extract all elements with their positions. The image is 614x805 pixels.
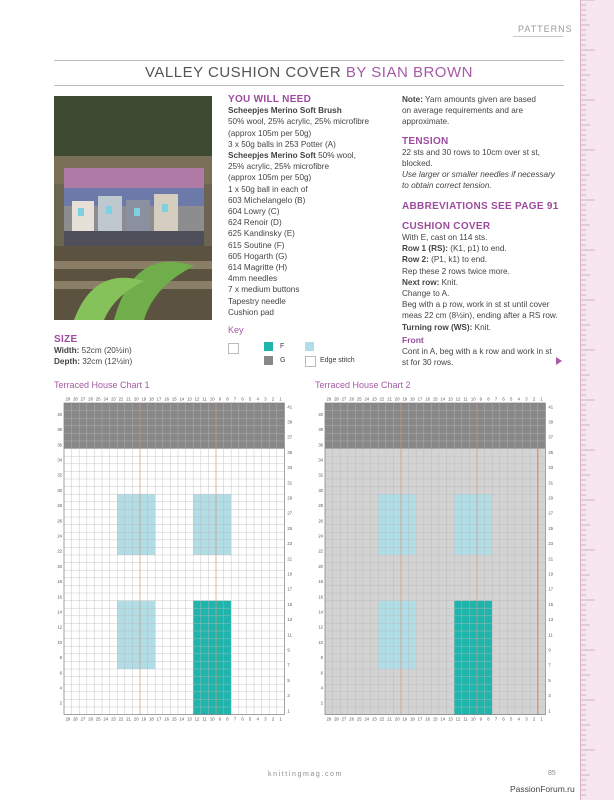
column-number: 8 (226, 716, 229, 722)
note-text: Note: Yarn amounts given are based (402, 95, 536, 104)
size-width: Width: 52cm (20½in) (54, 346, 132, 356)
key-heading: Key (228, 325, 244, 335)
watermark: PassionForum.ru (510, 784, 575, 794)
row-number: 28 (57, 503, 62, 509)
column-number: 23 (372, 716, 377, 722)
key-swatch-blank (228, 343, 239, 354)
material-line: 7 x medium buttons (228, 285, 300, 295)
tension-heading: TENSION (402, 135, 449, 147)
row-number: 15 (287, 601, 293, 607)
tension-line2: blocked. (402, 159, 433, 169)
door (193, 601, 231, 715)
instruction-line: Row 2: (P1, k1) to end. (402, 255, 488, 265)
row-number: 17 (548, 586, 554, 592)
column-number: 8 (226, 396, 229, 402)
row-number: 24 (57, 533, 62, 539)
material-line: Scheepjes Merino Soft 50% wool, (228, 151, 356, 161)
column-number: 8 (487, 716, 490, 722)
column-number: 27 (80, 716, 86, 722)
row-number: 18 (318, 579, 323, 585)
column-number: 14 (440, 716, 446, 722)
material-line: Tapestry needle (228, 296, 286, 306)
you-will-need-heading: YOU WILL NEED (228, 94, 312, 105)
column-number: 17 (156, 716, 162, 722)
instruction-line: Next row: Knit. (402, 277, 458, 287)
column-number: 22 (379, 716, 385, 722)
column-number: 6 (241, 396, 244, 402)
column-number: 7 (233, 716, 237, 722)
material-line: (approx 105m per 50g) (228, 128, 312, 138)
column-number: 19 (402, 396, 408, 402)
column-number: 4 (517, 716, 520, 722)
column-number: 2 (271, 716, 275, 722)
column-number: 6 (241, 716, 244, 722)
row-number: 13 (287, 617, 293, 623)
column-number: 25 (95, 716, 101, 722)
column-number: 6 (502, 716, 505, 722)
row-number: 22 (318, 548, 323, 554)
column-number: 28 (334, 716, 339, 722)
row-number: 29 (287, 495, 293, 501)
column-number: 17 (417, 396, 423, 402)
column-number: 1 (279, 396, 282, 402)
column-number: 15 (432, 396, 438, 402)
column-number: 27 (80, 396, 86, 402)
column-number: 23 (111, 396, 116, 402)
row-number: 35 (548, 449, 554, 455)
instruction-line: Row 1 (RS): (K1, p1) to end. (402, 244, 507, 254)
row-number: 40 (57, 411, 62, 417)
row-number: 6 (320, 670, 323, 676)
column-number: 12 (455, 716, 461, 722)
window-lower-left (378, 601, 416, 669)
column-number: 1 (540, 716, 543, 722)
material-line: 3 x 50g balls in 253 Potter (A) (228, 139, 336, 149)
column-number: 16 (164, 396, 169, 402)
row-number: 41 (287, 404, 293, 410)
note-line2: on average requirements and are (402, 106, 524, 116)
column-number: 28 (73, 716, 78, 722)
chart2-title: Terraced House Chart 2 (315, 380, 411, 390)
row-number: 30 (57, 487, 62, 493)
row-number: 31 (287, 480, 293, 486)
row-number: 2 (59, 700, 62, 706)
material-line: 50% wool, 25% acrylic, 25% microfibre (228, 117, 370, 127)
column-number: 12 (455, 396, 461, 402)
column-number: 2 (271, 396, 275, 402)
column-number: 24 (364, 716, 370, 722)
column-number: 9 (479, 716, 482, 722)
row-number: 16 (318, 594, 323, 600)
row-number: 15 (548, 601, 554, 607)
key-label-edge: Edge stitch (320, 357, 355, 364)
row-number: 21 (548, 556, 554, 562)
column-number: 18 (149, 396, 154, 402)
instructions-column (402, 94, 572, 368)
material-line: 615 Soutine (F) (228, 240, 285, 250)
key-swatch-h (305, 342, 314, 351)
column-number: 7 (494, 396, 498, 402)
you-will-need-section (228, 94, 398, 318)
column-number: 15 (171, 716, 177, 722)
column-number: 12 (194, 716, 200, 722)
material-line: 605 Hogarth (G) (228, 251, 288, 261)
column-number: 24 (103, 716, 109, 722)
row-number: 32 (57, 472, 62, 478)
instruction-line: Rep these 2 rows twice more. (402, 266, 510, 276)
row-number: 31 (548, 480, 554, 486)
row-number: 40 (318, 411, 323, 417)
column-number: 11 (202, 716, 207, 722)
column-number: 13 (448, 396, 453, 402)
row-number: 39 (548, 419, 554, 425)
row-number: 38 (57, 427, 62, 433)
material-line: 624 Renoir (D) (228, 218, 282, 228)
column-number: 18 (410, 396, 415, 402)
row-number: 35 (287, 449, 293, 455)
chart-background (64, 403, 284, 715)
size-depth: Depth: 32cm (12½in) (54, 357, 133, 367)
column-number: 16 (425, 396, 430, 402)
column-number: 3 (264, 716, 267, 722)
column-number: 21 (387, 716, 392, 722)
column-number: 26 (349, 396, 354, 402)
column-number: 5 (510, 716, 513, 722)
column-number: 5 (249, 716, 252, 722)
row-number: 24 (318, 533, 323, 539)
row-number: 18 (57, 579, 62, 585)
column-number: 9 (479, 396, 482, 402)
row-number: 16 (57, 594, 62, 600)
cushion-photo (54, 96, 212, 320)
row-number: 26 (318, 518, 323, 524)
row-number: 33 (287, 465, 293, 471)
key-label-g: G (280, 357, 286, 364)
size-section (54, 334, 214, 368)
column-number: 29 (326, 396, 332, 402)
row-number: 11 (287, 632, 292, 638)
column-number: 5 (249, 396, 252, 402)
column-number: 10 (470, 716, 476, 722)
column-number: 19 (402, 716, 408, 722)
column-number: 4 (517, 396, 520, 402)
material-line: 603 Michelangelo (B) (228, 195, 306, 205)
row-number: 27 (548, 510, 554, 516)
row-number: 12 (318, 624, 323, 630)
column-number: 24 (364, 396, 370, 402)
key-label-f: F (280, 343, 285, 350)
column-number: 26 (349, 716, 354, 722)
row-number: 29 (548, 495, 554, 501)
column-number: 1 (279, 716, 282, 722)
instruction-line: Change to A. (402, 289, 450, 299)
section-label: PATTERNS (518, 24, 573, 34)
row-number: 9 (548, 647, 551, 653)
column-number: 2 (532, 396, 536, 402)
column-number: 26 (88, 716, 93, 722)
page-number: 85 (548, 770, 556, 777)
key-swatch-f (264, 342, 273, 351)
row-number: 37 (548, 434, 554, 440)
column-number: 10 (470, 396, 476, 402)
ruler-ticks (581, 0, 614, 800)
row-number: 33 (548, 465, 554, 471)
title-byline: BY SIAN BROWN (345, 64, 473, 81)
column-number: 21 (126, 716, 131, 722)
column-number: 15 (432, 716, 438, 722)
column-number: 24 (103, 396, 109, 402)
row-number: 21 (287, 556, 293, 562)
row-number: 13 (548, 617, 554, 623)
column-number: 15 (171, 396, 177, 402)
row-number: 34 (57, 457, 62, 463)
section-rule (513, 36, 563, 37)
column-number: 23 (372, 396, 377, 402)
column-number: 3 (264, 396, 267, 402)
row-number: 14 (57, 609, 62, 615)
row-number: 20 (57, 563, 62, 569)
row-number: 25 (287, 525, 293, 531)
row-number: 9 (287, 647, 290, 653)
column-number: 25 (356, 716, 362, 722)
column-number: 25 (356, 396, 362, 402)
row-number: 4 (59, 685, 62, 691)
row-number: 37 (287, 434, 293, 440)
row-number: 19 (548, 571, 554, 577)
ruler-strip (580, 0, 614, 800)
tension-line1: 22 sts and 30 rows to 10cm over st st, (402, 147, 540, 157)
column-number: 2 (532, 716, 536, 722)
row-number: 27 (287, 510, 293, 516)
column-number: 14 (440, 396, 446, 402)
front-line2: st for 30 rows. (402, 358, 454, 368)
column-number: 29 (326, 716, 332, 722)
row-number: 17 (287, 586, 293, 592)
column-number: 13 (187, 396, 192, 402)
column-number: 14 (179, 396, 185, 402)
column-number: 19 (141, 396, 147, 402)
column-number: 7 (233, 396, 237, 402)
door (454, 601, 492, 715)
row-number: 32 (318, 472, 323, 478)
row-number: 28 (318, 503, 323, 509)
column-number: 4 (256, 716, 259, 722)
column-number: 26 (88, 396, 93, 402)
column-number: 3 (525, 716, 528, 722)
material-line: 604 Lowry (C) (228, 207, 280, 217)
row-number: 5 (287, 677, 290, 683)
instruction-line: Beg with a p row, work in st st until cover (402, 300, 550, 310)
material-line: 25% acrylic, 25% microfibre (228, 162, 330, 172)
column-number: 18 (149, 716, 154, 722)
row-number: 8 (320, 655, 323, 661)
instruction-line: With E, cast on 114 sts. (402, 233, 488, 243)
row-number: 25 (548, 525, 554, 531)
row-number: 5 (548, 677, 551, 683)
row-number: 23 (287, 541, 293, 547)
column-number: 25 (95, 396, 101, 402)
row-number: 41 (548, 404, 554, 410)
column-number: 11 (202, 396, 207, 402)
material-line: Scheepjes Merino Soft Brush (228, 106, 342, 116)
column-number: 14 (179, 716, 185, 722)
row-number: 6 (59, 670, 62, 676)
column-number: 11 (463, 396, 468, 402)
column-number: 6 (502, 396, 505, 402)
row-number: 11 (548, 632, 553, 638)
title-main: VALLEY CUSHION COVER (145, 64, 342, 81)
column-number: 28 (334, 396, 339, 402)
column-number: 4 (256, 396, 259, 402)
column-number: 20 (394, 396, 400, 402)
column-number: 8 (487, 396, 490, 402)
cushion-instructions (402, 232, 572, 333)
terraced-house-chart-1 (54, 393, 304, 748)
column-number: 20 (394, 716, 400, 722)
column-number: 27 (341, 396, 347, 402)
column-number: 12 (194, 396, 200, 402)
row-number: 10 (57, 639, 62, 645)
row-number: 20 (318, 563, 323, 569)
column-number: 9 (218, 716, 221, 722)
column-number: 22 (118, 396, 124, 402)
abbreviations-heading: ABBREVIATIONS SEE PAGE 91 (402, 200, 559, 212)
front-line1: Cont in A, beg with a k row and work in st (402, 347, 552, 357)
row-number: 36 (57, 442, 62, 448)
cushion-heading: CUSHION COVER (402, 220, 491, 232)
instruction-line: meas 22 cm (8½in), ending after a RS row. (402, 311, 558, 321)
column-number: 22 (118, 716, 124, 722)
row-number: 30 (318, 487, 323, 493)
you-will-need-list (228, 105, 398, 318)
column-number: 29 (65, 716, 71, 722)
row-number: 36 (318, 442, 323, 448)
column-number: 1 (540, 396, 543, 402)
column-number: 27 (341, 716, 347, 722)
column-number: 22 (379, 396, 385, 402)
row-number: 3 (548, 693, 551, 699)
row-number: 10 (318, 639, 323, 645)
material-line: 625 Kandinsky (E) (228, 229, 295, 239)
pattern-title (54, 60, 564, 86)
column-number: 21 (387, 396, 392, 402)
material-line: (approx 105m per 50g) (228, 173, 312, 183)
row-number: 23 (548, 541, 554, 547)
material-line: 1 x 50g ball in each of (228, 184, 308, 194)
continue-arrow-icon[interactable] (556, 357, 562, 365)
key-swatch-edge (305, 356, 316, 367)
front-heading: Front (402, 334, 424, 345)
row-number: 7 (548, 662, 551, 668)
tension-line4: to obtain correct tension. (402, 181, 492, 191)
column-number: 28 (73, 396, 78, 402)
size-heading: SIZE (54, 334, 78, 345)
column-number: 7 (494, 716, 498, 722)
column-number: 16 (425, 716, 430, 722)
footer-site[interactable]: knittingmag.com (268, 771, 343, 778)
instruction-line: Turning row (WS): Knit. (402, 322, 492, 332)
column-number: 17 (156, 396, 162, 402)
column-number: 9 (218, 396, 221, 402)
column-number: 16 (164, 716, 169, 722)
column-number: 11 (463, 716, 468, 722)
row-number: 38 (318, 427, 323, 433)
column-number: 10 (209, 396, 215, 402)
row-number: 1 (548, 708, 551, 714)
row-number: 4 (320, 685, 323, 691)
row-number: 39 (287, 419, 293, 425)
row-number: 12 (57, 624, 62, 630)
row-number: 26 (57, 518, 62, 524)
column-number: 10 (209, 716, 215, 722)
material-line: 4mm needles (228, 274, 278, 284)
note-line3: approximate. (402, 117, 450, 127)
column-number: 13 (187, 716, 192, 722)
row-number: 34 (318, 457, 323, 463)
column-number: 13 (448, 716, 453, 722)
column-number: 29 (65, 396, 71, 402)
row-number: 7 (287, 662, 290, 668)
column-number: 19 (141, 716, 147, 722)
column-number: 20 (133, 396, 139, 402)
tension-line3: Use larger or smaller needles if necessary (402, 170, 555, 180)
column-number: 3 (525, 396, 528, 402)
row-number: 1 (287, 708, 290, 714)
row-number: 19 (287, 571, 293, 577)
material-line: Cushion pad (228, 307, 274, 317)
row-number: 8 (59, 655, 62, 661)
chart1-title: Terraced House Chart 1 (54, 380, 150, 390)
row-number: 14 (318, 609, 323, 615)
column-number: 17 (417, 716, 423, 722)
column-number: 18 (410, 716, 415, 722)
material-line: 614 Magritte (H) (228, 263, 288, 273)
row-number: 22 (57, 548, 62, 554)
column-number: 5 (510, 396, 513, 402)
column-number: 23 (111, 716, 116, 722)
row-number: 3 (287, 693, 290, 699)
column-number: 21 (126, 396, 131, 402)
column-number: 20 (133, 716, 139, 722)
row-number: 2 (320, 700, 323, 706)
terraced-house-chart-2 (315, 393, 565, 748)
window-lower-left (117, 601, 155, 669)
chart-background (325, 403, 545, 715)
key-swatch-g (264, 356, 273, 365)
